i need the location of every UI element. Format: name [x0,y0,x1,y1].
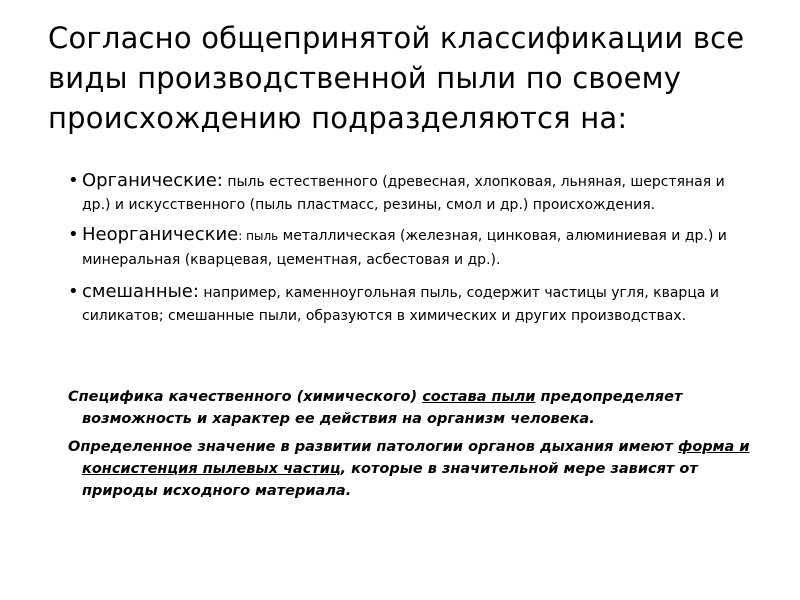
bullet-list [60,168,750,327]
bullet-term: Неорганические [82,224,239,245]
bullet-dot-icon: • [68,170,79,191]
bullet-text: пыль естественного (древесная, хлопковая, льняная, шерстяная и др.) и искусственного (пыль пластмасс, резины, смол и др.) происхождения. [82,174,725,213]
bullet-text: металлическая (железная, цинковая, алюминиевая и др.) и минеральная (кварцевая, цементная, асбестовая и др.). [82,228,727,268]
slide-title: Согласно общепринятой классификации все виды производственной пыли по своему происхождению подразделяются на: [48,21,745,135]
paragraph-particle-form [68,436,768,502]
bullet-dot-icon: • [68,224,79,245]
paragraph-text: , которые в значительной мере зависят от природы исходного материала. [82,461,698,499]
bullet-item-mixed [60,279,750,327]
paragraph-composition [68,386,768,430]
paragraph-text: предопределяет возможность и характер ее действия на организм человека. [82,389,683,427]
emphasis-paragraphs [68,386,768,508]
bullet-term: смешанные: [82,281,199,302]
bullet-item-organic [60,168,750,216]
bullet-text: например, каменноугольная пыль, содержит частицы угля, кварца и силикатов; смешанные пыли, образуются в химических и других производствах. [82,285,719,324]
bullet-item-inorganic [60,222,750,271]
bullet-term: Органические: [82,170,223,191]
underlined-phrase: форма и консистенция пылевых частиц [82,439,750,477]
paragraph-text: Определенное значение в развитии патологии органов дыхания имеют [68,439,678,455]
bullet-dot-icon: • [68,281,79,302]
bullet-term-suffix: : пыль [238,229,279,243]
underlined-phrase: состава пыли [422,389,536,405]
paragraph-text: Специфика качественного (химического) [68,389,423,405]
